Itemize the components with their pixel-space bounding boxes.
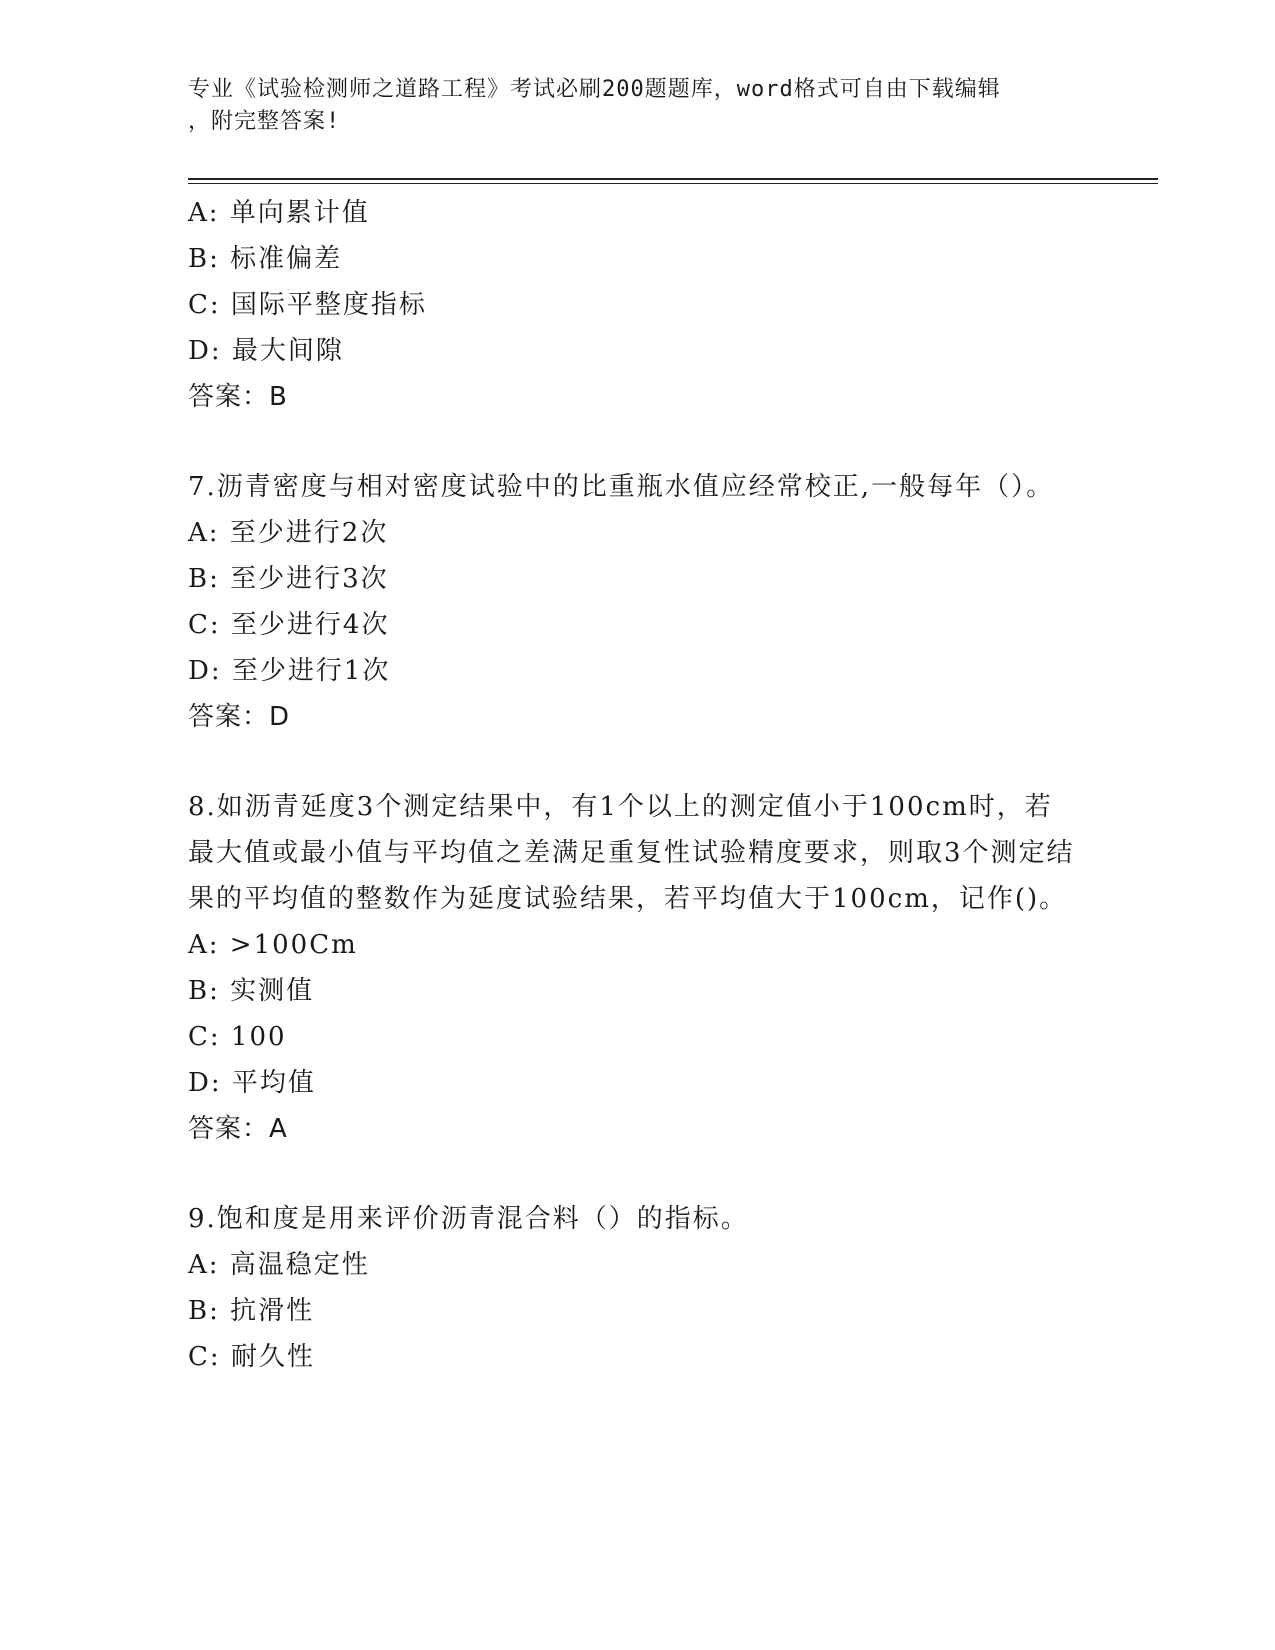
q8-option-d: D: 平均值 — [188, 1068, 316, 1098]
question-8-block — [188, 784, 1088, 1152]
q7-option-b: B: 至少进行3次 — [188, 564, 389, 594]
document-body — [188, 190, 1088, 1380]
spacer — [188, 420, 1088, 464]
q6-answer: 答案：B — [188, 382, 288, 412]
q7-option-d: D: 至少进行1次 — [188, 656, 391, 686]
q8-option-b: B: 实测值 — [188, 976, 315, 1006]
spacer — [188, 1152, 1088, 1196]
q6-option-a: A: 单向累计值 — [188, 198, 370, 228]
document-header — [188, 74, 1088, 138]
header-line-2: ，附完整答案! — [188, 109, 341, 134]
q8-question-text: 8.如沥青延度3个测定结果中，有1个以上的测定值小于100cm时，若最大值或最小值与平均值之差满足重复性试验精度要求，则取3个测定结果的平均值的整数作为延度试验结果，若平均值大于100cm，记作()。 — [188, 792, 1075, 914]
question-6-block — [188, 190, 1088, 420]
q9-option-a: A: 高温稳定性 — [188, 1250, 370, 1280]
q8-answer: 答案：A — [188, 1114, 288, 1144]
q6-option-c: C: 国际平整度指标 — [188, 290, 427, 320]
header-line-1: 专业《试验检测师之道路工程》考试必刷200题题库，word格式可自由下载编辑 — [188, 77, 1001, 102]
q6-option-d: D: 最大间隙 — [188, 336, 344, 366]
question-9-block — [188, 1196, 1088, 1380]
spacer — [188, 740, 1088, 784]
header-divider-thick — [188, 178, 1158, 180]
question-7-block — [188, 464, 1088, 740]
q7-question-text: 7.沥青密度与相对密度试验中的比重瓶水值应经常校正,一般每年（）。 — [188, 472, 1055, 502]
q9-option-c: C: 耐久性 — [188, 1342, 315, 1372]
q7-option-a: A: 至少进行2次 — [188, 518, 389, 548]
q7-answer: 答案：D — [188, 702, 291, 732]
q9-option-b: B: 抗滑性 — [188, 1296, 315, 1326]
q6-option-b: B: 标准偏差 — [188, 244, 343, 274]
header-divider-thin — [188, 183, 1158, 184]
q7-option-c: C: 至少进行4次 — [188, 610, 390, 640]
q8-option-c: C: 100 — [188, 1022, 287, 1052]
q9-question-text: 9.饱和度是用来评价沥青混合料（）的指标。 — [188, 1204, 749, 1234]
q8-option-a: A: >100Cm — [188, 930, 358, 960]
